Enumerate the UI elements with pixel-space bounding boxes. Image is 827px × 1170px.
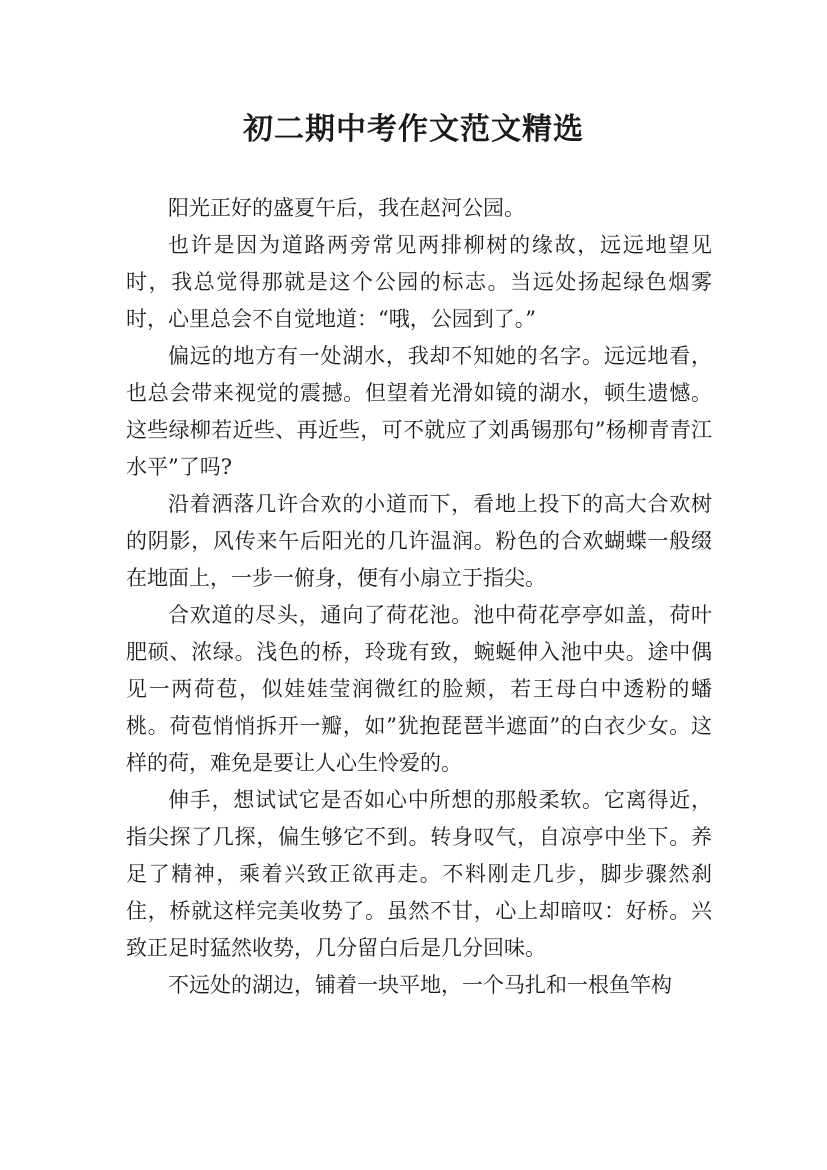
paragraph: 沿着洒落几许合欢的小道而下，看地上投下的高大合欢树的阴影，风传来午后阳光的几许温润。粉色的合欢蝴蝶一般缀在地面上，一步一俯身，便有小扇立于指尖。 bbox=[126, 492, 712, 590]
essay-body bbox=[126, 190, 712, 1004]
paragraph: 伸手，想试试它是否如心中所想的那般柔软。它离得近，指尖探了几探，偏生够它不到。转身叹气，自凉亭中坐下。养足了精神，乘着兴致正欲再走。不料刚走几步，脚步骤然刹住，桥就这样完美收势了。虽然不甘，心上却暗叹：好桥。兴致正足时猛然收势，几分留白后是几分回味。 bbox=[126, 788, 712, 960]
paragraph: 阳光正好的盛夏午后，我在赵河公园。 bbox=[168, 196, 525, 220]
document-title: 初二期中考作文范文精选 bbox=[243, 112, 584, 147]
paragraph: 合欢道的尽头，通向了荷花池。池中荷花亭亭如盖，荷叶肥硕、浓绿。浅色的桥，玲珑有致，蜿蜒伸入池中央。途中偶见一两荷苞，似娃娃莹润微红的脸颊，若王母白中透粉的蟠桃。荷苞悄悄拆开一瓣，如”犹抱琵琶半遮面”的白衣少女。这样的荷，难免是要让人心生怜爱的。 bbox=[126, 603, 712, 775]
paragraph: 不远处的湖边，铺着一块平地，一个马扎和一根鱼竿构 bbox=[168, 973, 672, 997]
paragraph: 偏远的地方有一处湖水，我却不知她的名字。远远地看，也总会带来视觉的震撼。但望着光滑如镜的湖水，顿生遗憾。这些绿柳若近些、再近些，可不就应了刘禹锡那句”杨柳青青江水平”了吗? bbox=[126, 344, 712, 479]
paragraph: 也许是因为道路两旁常见两排柳树的缘故，远远地望见时，我总觉得那就是这个公园的标志。当远处扬起绿色烟雾时，心里总会不自觉地道：“哦，公园到了。” bbox=[126, 233, 712, 331]
